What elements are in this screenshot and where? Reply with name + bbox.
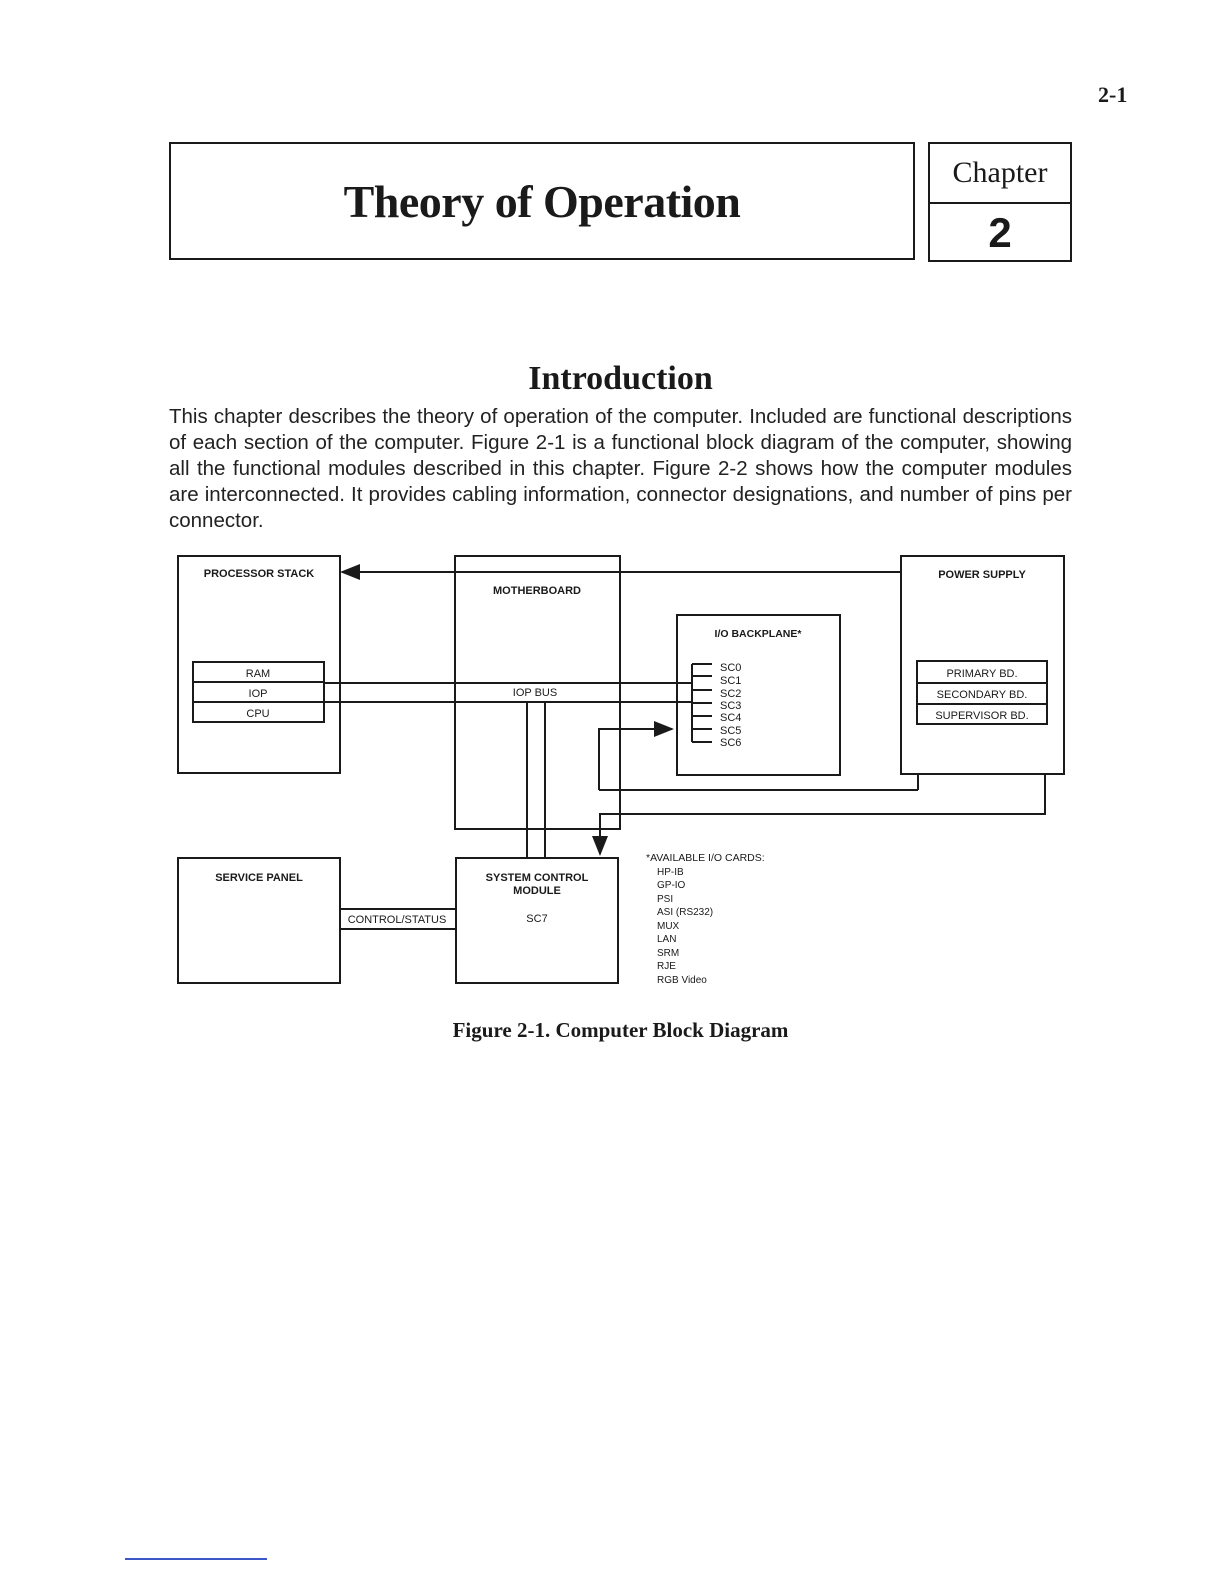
chapter-number: 2 (988, 209, 1012, 256)
section-heading: Introduction (528, 360, 713, 397)
power-supply-label: POWER SUPPLY (938, 569, 1026, 581)
card-item: RJE (657, 961, 676, 972)
card-item: SRM (657, 948, 680, 959)
ram-label: RAM (245, 668, 271, 680)
slot-sc4: SC4 (720, 712, 742, 724)
slot-sc0: SC0 (720, 662, 742, 674)
slot-sc2: SC2 (720, 688, 742, 700)
iop-bus-label: IOP BUS (512, 687, 558, 699)
primary-board-label: PRIMARY BD. (946, 668, 1018, 680)
system-control-label-line2: MODULE (513, 885, 561, 897)
card-item: HP-IB (657, 867, 684, 878)
power-supply-box (901, 556, 1064, 774)
slot-sc6: SC6 (720, 737, 742, 749)
slot-sc7: SC7 (526, 913, 548, 925)
cpu-label: CPU (246, 708, 270, 720)
power-to-system-control-line (600, 774, 1045, 854)
processor-stack-box (178, 556, 340, 773)
card-item: LAN (657, 934, 677, 945)
supervisor-board-label: SUPERVISOR BD. (935, 710, 1029, 722)
slot-sc5: SC5 (720, 725, 742, 737)
chapter-label: Chapter (930, 144, 1070, 204)
processor-stack-label: PROCESSOR STACK (203, 568, 315, 580)
chapter-title: Theory of Operation (343, 175, 741, 227)
card-item: MUX (657, 921, 680, 932)
figure-caption: Figure 2-1. Computer Block Diagram (452, 1018, 789, 1042)
intro-paragraph: This chapter describes the theory of operation of the computer. Included are functional descriptions of each section of the computer. Figure 2-1 is a functional block diagram of the computer, showing all the functional modules described in this chapter. Figure 2-2 shows how the computer modules are interconnected. It provides cabling information, connector designations, and number of pins per connector. (169, 405, 1072, 532)
card-item: ASI (RS232) (657, 907, 714, 918)
system-control-label-line1: SYSTEM CONTROL (485, 872, 589, 884)
control-status-label: CONTROL/STATUS (347, 914, 447, 926)
iop-label: IOP (248, 688, 268, 700)
available-cards-heading: *AVAILABLE I/O CARDS: (646, 852, 765, 864)
card-item: PSI (657, 894, 674, 905)
page-number: 2-1 (1098, 82, 1128, 107)
service-panel-label: SERVICE PANEL (215, 872, 303, 884)
footer-rule (125, 1558, 267, 1560)
sc5-link-line (599, 729, 672, 790)
secondary-board-label: SECONDARY BD. (936, 689, 1028, 701)
motherboard-label: MOTHERBOARD (493, 585, 581, 597)
slot-sc3: SC3 (720, 700, 742, 712)
slot-sc1: SC1 (720, 675, 742, 687)
card-item: GP-IO (657, 880, 686, 891)
card-item: RGB Video (657, 975, 707, 986)
io-backplane-label: I/O BACKPLANE* (714, 628, 802, 640)
